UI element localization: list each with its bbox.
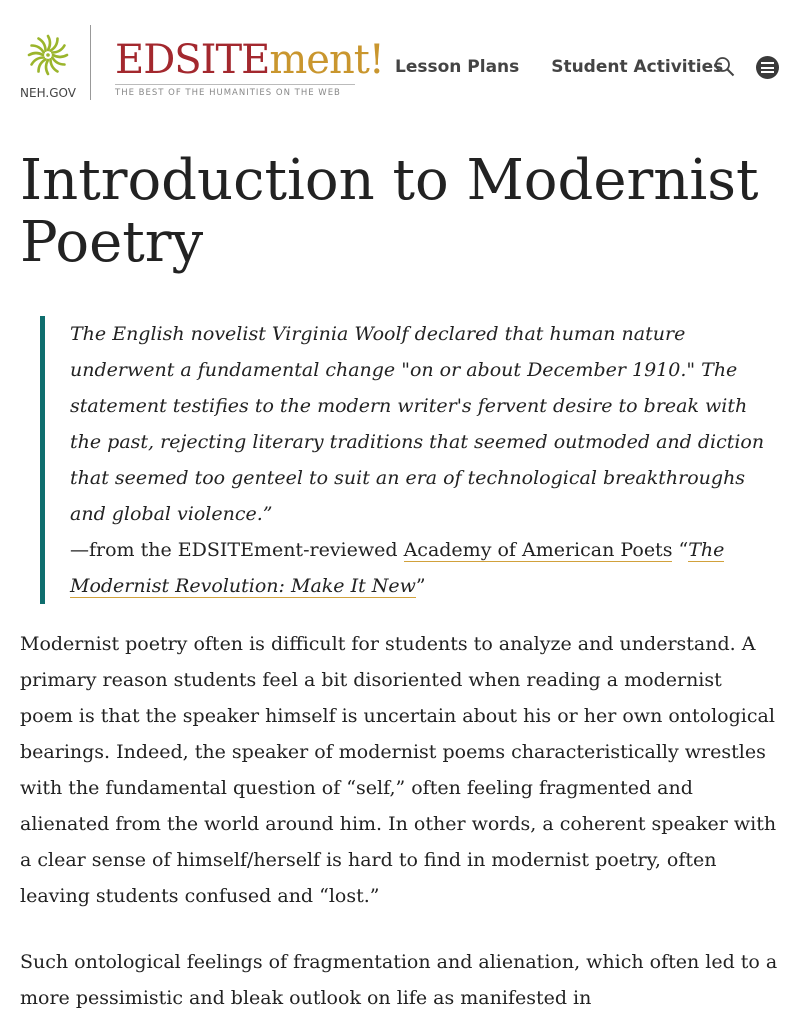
brand-title-red: EDSITE xyxy=(115,37,270,83)
attribution-prefix: —from the EDSITEment-reviewed xyxy=(70,539,404,561)
attribution-close-quote: ” xyxy=(415,575,426,597)
neh-label: NEH.GOV xyxy=(20,86,76,100)
main-nav xyxy=(395,57,749,77)
academy-of-american-poets-link[interactable]: Academy of American Poets xyxy=(403,539,673,561)
header-divider xyxy=(90,25,91,100)
neh-logo-link[interactable] xyxy=(20,34,76,100)
attribution-open-quote: “ xyxy=(672,539,689,561)
body-paragraph: Such ontological feelings of fragmentation and alienation, which often led to a more pessimistic and bleak outlook on life as manifested in xyxy=(20,951,778,1009)
modernist-revolution-link[interactable]: The Modernist Revolution: Make It New xyxy=(70,539,725,597)
page-title: Introduction to Modernist Poetry xyxy=(20,148,759,275)
intro-blockquote xyxy=(40,316,780,604)
brand-title-gold: ment! xyxy=(269,37,384,83)
body-paragraph: Modernist poetry often is difficult for students to analyze and understand. A primary reason students feel a bit disoriented when reading a modernist poem is that the speaker himself is uncertain about his or her own ontological bearings. Indeed, the speaker of modernist poems characteristically wrestles with the fundamental question of “self,” often feeling fragmented and alienated from the world around him. In other words, a coherent speaker with a clear sense of himself/herself is hard to find in modernist poetry, often leaving students confused and “lost.” xyxy=(20,633,777,907)
nav-student-activities[interactable]: Student Activities xyxy=(551,57,724,77)
hamburger-menu-icon[interactable] xyxy=(756,56,779,79)
edsitement-logo-link[interactable] xyxy=(115,38,384,98)
brand-rule xyxy=(115,84,355,85)
main-content xyxy=(0,150,800,1016)
quote-attribution xyxy=(70,532,780,604)
search-icon[interactable] xyxy=(714,56,736,82)
brand-title xyxy=(115,38,384,82)
nav-lesson-plans[interactable]: Lesson Plans xyxy=(395,57,520,77)
quote-text: The English novelist Virginia Woolf declared that human nature underwent a fundamental change "on or about December 1910." The statement testifies to the modern writer's fervent desire to break with the past, rejecting literary traditions that seemed outmoded and diction that seemed too genteel to suit an era of technological breakthroughs and global violence.” xyxy=(70,323,765,525)
site-header xyxy=(0,0,800,120)
neh-sunburst-icon xyxy=(27,34,69,76)
brand-tagline: THE BEST OF THE HUMANITIES ON THE WEB xyxy=(115,88,341,98)
